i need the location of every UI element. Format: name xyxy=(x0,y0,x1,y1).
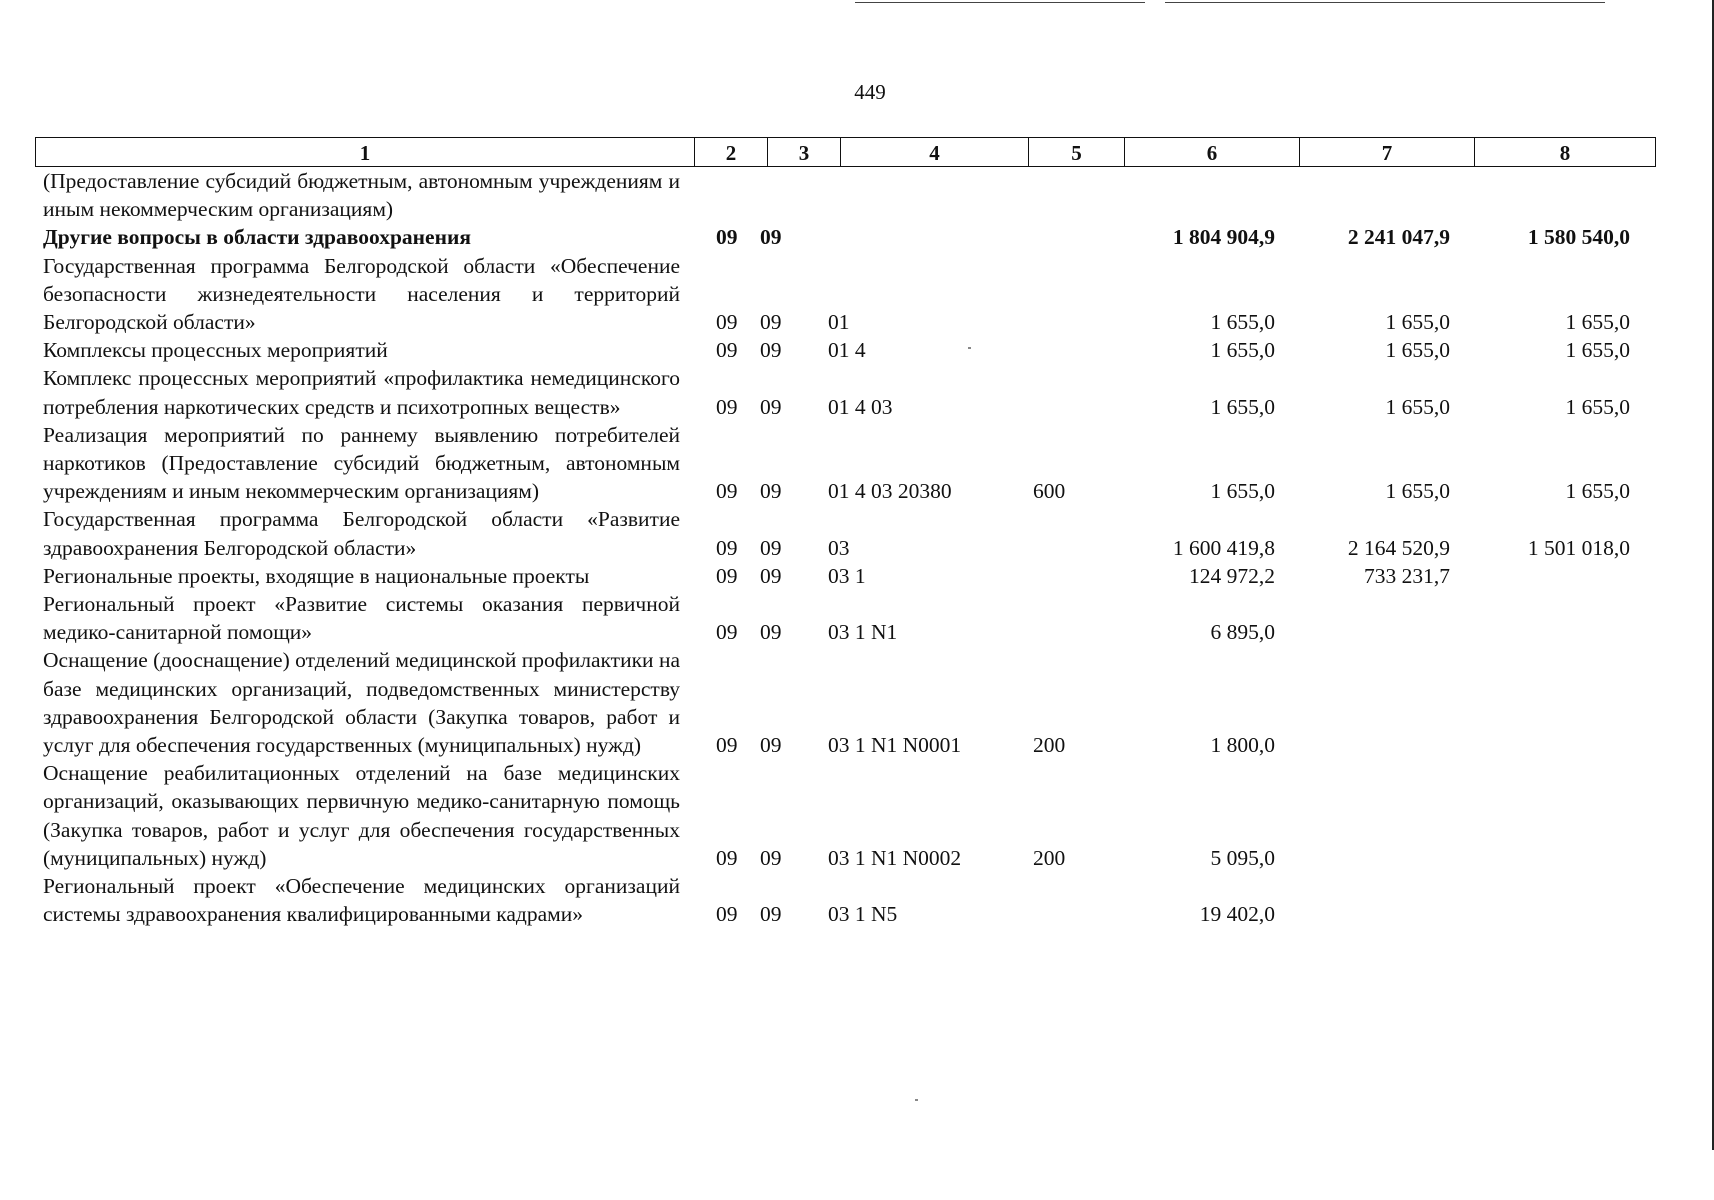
row-target-code: 03 1 N1 N0002 xyxy=(828,845,962,870)
row-section: 09 xyxy=(716,479,738,504)
table-header xyxy=(35,137,1656,167)
row-target-code: 03 xyxy=(828,535,850,560)
row-target-code: 03 1 N5 xyxy=(828,902,898,927)
row-value-col6: 1 655,0 xyxy=(1210,310,1275,335)
row-value-col7: 1 655,0 xyxy=(1385,394,1450,419)
row-name: Реализация мероприятий по раннему выявлению потребителей наркотиков (Предоставление субсидий бюджетным, автономным учреждениям и иным некоммерческим организациям) xyxy=(43,422,680,504)
row-target-code: 03 1 N1 N0001 xyxy=(828,733,962,758)
row-value-col6: 1 804 904,9 xyxy=(1172,225,1275,250)
row-value-col7: 1 655,0 xyxy=(1385,310,1450,335)
header-col-5: 5 xyxy=(1028,138,1124,166)
table-row xyxy=(43,562,1663,590)
table-body xyxy=(43,167,1663,928)
row-value-col6: 1 600 419,8 xyxy=(1172,535,1275,560)
row-name: Оснащение (дооснащение) отделений медицинской профилактики на базе медицинских организаций, подведомственных министерству здравоохранения Белгородской области (Закупка товаров, работ и услуг для обеспечения государственных (муниципальных) нужд) xyxy=(43,648,680,758)
table-row xyxy=(43,421,1663,506)
row-section: 09 xyxy=(716,902,738,927)
row-value-col8: 1 655,0 xyxy=(1565,394,1630,419)
row-target-code: 01 4 xyxy=(828,338,866,363)
row-section: 09 xyxy=(716,225,738,250)
row-value-col6: 5 095,0 xyxy=(1210,845,1275,870)
row-name: Государственная программа Белгородской области «Обеспечение безопасности жизнедеятельности населения и территорий Белгородской области» xyxy=(43,253,680,335)
table-row xyxy=(43,872,1663,928)
table-row xyxy=(43,336,1663,364)
scan-artifact-line xyxy=(855,2,1145,3)
row-value-col8: 1 655,0 xyxy=(1565,310,1630,335)
row-section: 09 xyxy=(716,535,738,560)
row-section: 09 xyxy=(716,620,738,645)
row-target-code: 03 1 N1 xyxy=(828,620,898,645)
header-col-4: 4 xyxy=(840,138,1028,166)
header-col-8: 8 xyxy=(1474,138,1655,166)
row-section: 09 xyxy=(716,310,738,335)
row-name: Комплексы процессных мероприятий xyxy=(43,338,388,363)
row-section: 09 xyxy=(716,563,738,588)
row-value-col6: 1 655,0 xyxy=(1210,479,1275,504)
row-value-col7: 1 655,0 xyxy=(1385,479,1450,504)
row-expense-type: 200 xyxy=(1033,733,1066,758)
row-value-col8: 1 655,0 xyxy=(1565,479,1630,504)
row-subsection: 09 xyxy=(760,479,782,504)
header-col-6: 6 xyxy=(1124,138,1299,166)
row-value-col7: 2 164 520,9 xyxy=(1347,535,1450,560)
row-subsection: 09 xyxy=(760,902,782,927)
row-subsection: 09 xyxy=(760,563,782,588)
row-value-col6: 1 655,0 xyxy=(1210,394,1275,419)
row-value-col8: 1 580 540,0 xyxy=(1527,225,1630,250)
row-target-code: 01 4 03 20380 xyxy=(828,479,952,504)
row-value-col7: 1 655,0 xyxy=(1385,338,1450,363)
row-expense-type: 600 xyxy=(1033,479,1066,504)
row-section: 09 xyxy=(716,338,738,363)
row-value-col6: 19 402,0 xyxy=(1199,902,1275,927)
row-value-col6: 6 895,0 xyxy=(1210,620,1275,645)
row-expense-type: 200 xyxy=(1033,845,1066,870)
table-row xyxy=(43,364,1663,420)
table-row xyxy=(43,252,1663,337)
row-name: Региональные проекты, входящие в национальные проекты xyxy=(43,563,590,588)
header-col-1: 1 xyxy=(359,140,371,165)
row-subsection: 09 xyxy=(760,394,782,419)
row-target-code: 01 4 03 xyxy=(828,394,893,419)
row-name: Другие вопросы в области здравоохранения xyxy=(43,225,471,250)
row-name: (Предоставление субсидий бюджетным, автономным учреждениям и иным некоммерческим организациям) xyxy=(43,169,680,222)
row-name: Оснащение реабилитационных отделений на базе медицинских организаций, оказывающих первичную медико-санитарную помощь (Закупка товаров, работ и услуг для обеспечения государственных (муниципальных) нужд) xyxy=(43,761,680,870)
row-value-col8: 1 655,0 xyxy=(1565,338,1630,363)
header-col-7: 7 xyxy=(1299,138,1474,166)
row-target-code: 03 1 xyxy=(828,563,866,588)
table-row xyxy=(43,759,1663,872)
scan-speck xyxy=(968,347,971,349)
row-value-col6: 1 655,0 xyxy=(1210,338,1275,363)
row-subsection: 09 xyxy=(760,225,782,250)
table-row xyxy=(43,167,1663,223)
row-value-col8: 1 501 018,0 xyxy=(1527,535,1630,560)
row-value-col7: 2 241 047,9 xyxy=(1347,225,1450,250)
row-subsection: 09 xyxy=(760,535,782,560)
row-name: Комплекс процессных мероприятий «профилактика немедицинского потребления наркотических средств и психотропных веществ» xyxy=(43,366,680,419)
table-row xyxy=(43,646,1663,759)
row-subsection: 09 xyxy=(760,620,782,645)
row-section: 09 xyxy=(716,845,738,870)
table-row xyxy=(43,505,1663,561)
header-col-3: 3 xyxy=(767,138,840,166)
row-subsection: 09 xyxy=(760,338,782,363)
row-target-code: 01 xyxy=(828,310,850,335)
row-name: Региональный проект «Обеспечение медицинских организаций системы здравоохранения квалифицированными кадрами» xyxy=(43,874,680,927)
row-subsection: 09 xyxy=(760,733,782,758)
header-col-2: 2 xyxy=(694,138,767,166)
row-value-col6: 1 800,0 xyxy=(1210,733,1275,758)
row-section: 09 xyxy=(716,733,738,758)
page-number: 449 xyxy=(854,80,886,104)
row-section: 09 xyxy=(716,394,738,419)
row-subsection: 09 xyxy=(760,310,782,335)
scan-speck xyxy=(915,1099,918,1101)
table-row xyxy=(43,223,1663,251)
scan-artifact-line xyxy=(1165,2,1605,3)
row-name: Государственная программа Белгородской области «Развитие здравоохранения Белгородской области» xyxy=(43,507,680,560)
row-name: Региональный проект «Развитие системы оказания первичной медико-санитарной помощи» xyxy=(43,592,680,645)
row-value-col7: 733 231,7 xyxy=(1364,563,1450,588)
row-subsection: 09 xyxy=(760,845,782,870)
table-row xyxy=(43,590,1663,646)
row-value-col6: 124 972,2 xyxy=(1189,563,1275,588)
